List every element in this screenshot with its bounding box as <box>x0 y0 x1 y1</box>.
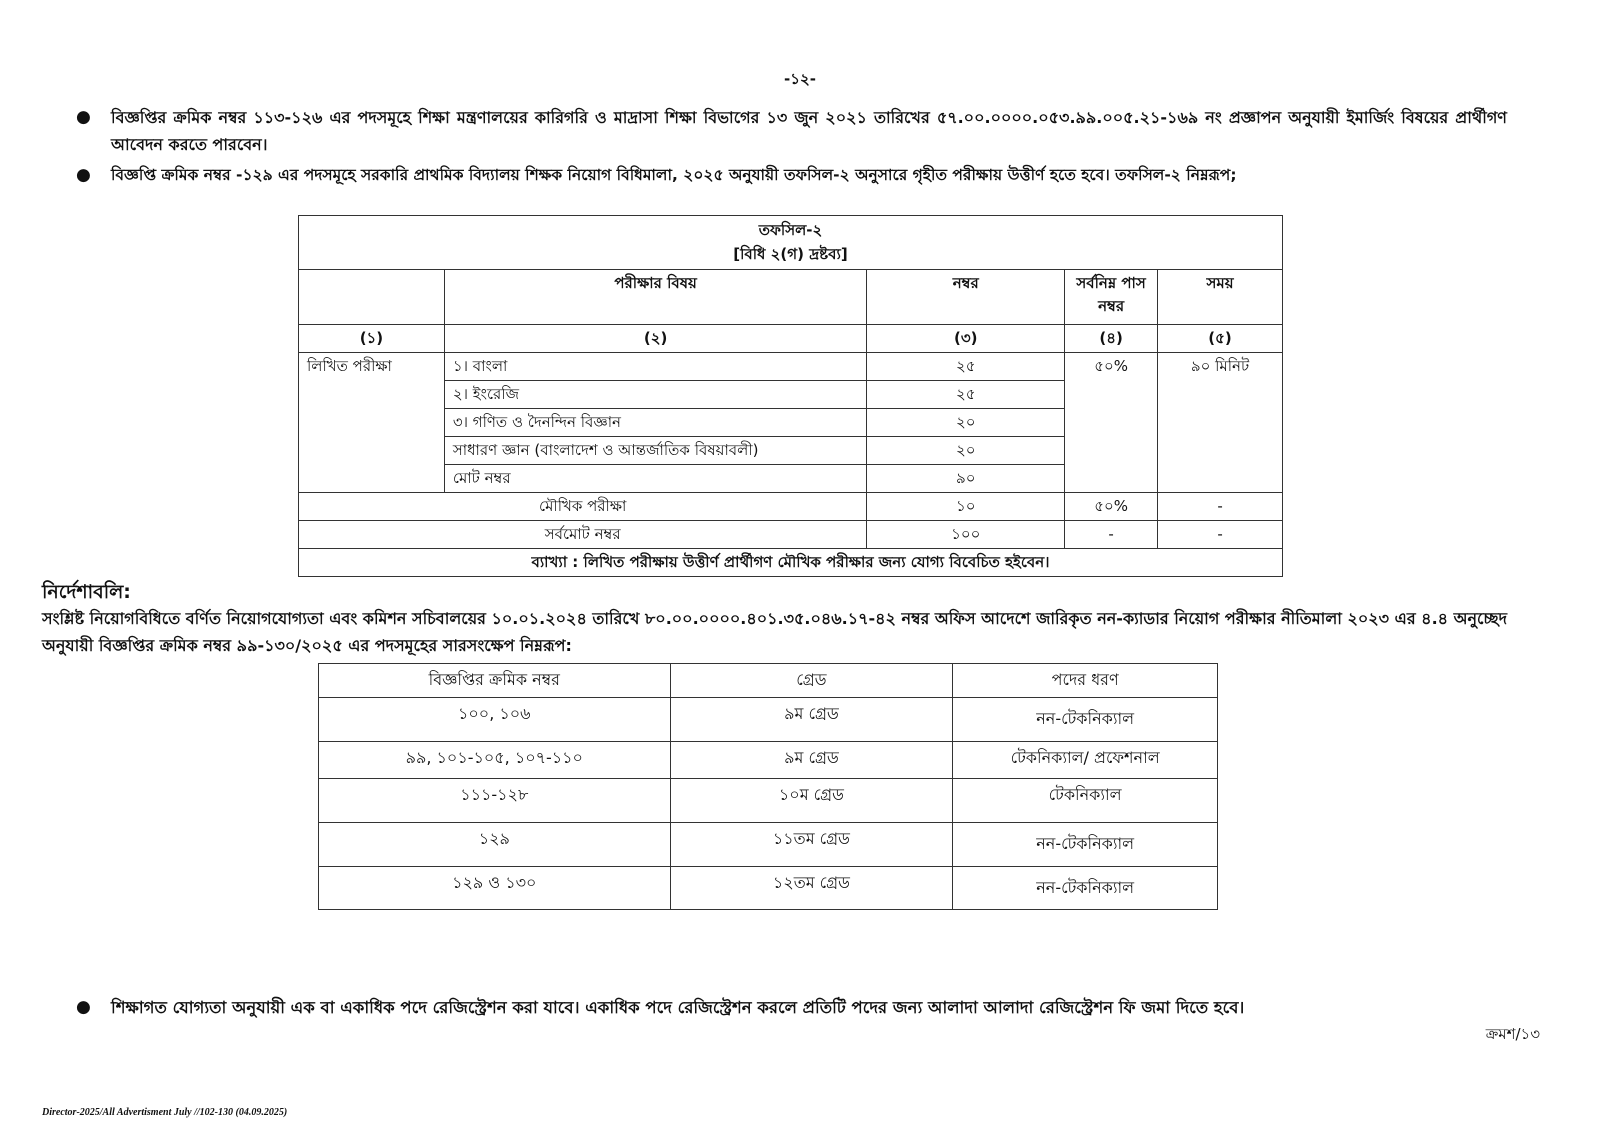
written-exam-label: লিখিত পরীক্ষা <box>299 353 445 493</box>
total-label: সর্বমোট নম্বর <box>299 521 867 549</box>
summary-header-cell: বিজ্ঞপ্তির ক্রমিক নম্বর <box>319 664 671 698</box>
summary-row <box>319 867 1218 910</box>
written-pass-marks: ৫০% <box>1065 353 1158 493</box>
schedule-header-cell: পরীক্ষার বিষয় <box>444 270 867 325</box>
column-number-cell: (৪) <box>1065 325 1158 353</box>
post-type: নন-টেকনিক্যাল <box>953 867 1218 910</box>
summary-row <box>319 823 1218 867</box>
summary-header-cell: গ্রেড <box>670 664 953 698</box>
subject-name: মোট নম্বর <box>444 465 867 493</box>
document-footer: Director-2025/All Advertisment July //102-130 (04.09.2025) <box>42 1107 288 1118</box>
grade: ১০ম গ্রেড <box>670 779 953 823</box>
grade: ৯ম গ্রেড <box>670 742 953 779</box>
written-exam-time: ৯০ মিনিট <box>1158 353 1283 493</box>
bullet-paragraph-2: বিজ্ঞপ্তি ক্রমিক নম্বর -১২৯ এর পদসমূহে সরকারি প্রাথমিক বিদ্যালয় শিক্ষক নিয়োগ বিধিমালা, ২০২৫ অনুযায়ী তফসিল-২ অনুসারে গৃহীত পরীক্ষায় উত্তীর্ণ হতে হবে। তফসিল-২ নিম্নরূপ; <box>111 166 1237 184</box>
column-number-cell: (২) <box>444 325 867 353</box>
column-number-cell: (১) <box>299 325 445 353</box>
total-row <box>299 521 1283 549</box>
post-summary-table <box>318 663 1218 910</box>
bullet-paragraph-3: শিক্ষাগত যোগ্যতা অনুযায়ী এক বা একাধিক পদে রেজিস্ট্রেশন করা যাবে। একাধিক পদে রেজিস্ট্রেশন করলে প্রতিটি পদের জন্য আলাদা আলাদা রেজিস্ট্রেশন ফি জমা দিতে হবে। <box>111 998 1245 1017</box>
bullet-icon: ● <box>76 107 91 127</box>
serial-numbers: ১০০, ১০৬ <box>319 698 671 742</box>
bullet-icon: ● <box>76 997 91 1017</box>
summary-row <box>319 779 1218 823</box>
schedule-header-row <box>299 270 1283 325</box>
grade: ১১তম গ্রেড <box>670 823 953 867</box>
subject-name: ২। ইংরেজি <box>444 381 867 409</box>
schedule-header-cell: সময় <box>1158 270 1283 325</box>
viva-marks: ১০ <box>867 493 1065 521</box>
subject-marks: ৯০ <box>867 465 1065 493</box>
subject-name: ১। বাংলা <box>444 353 867 381</box>
viva-row <box>299 493 1283 521</box>
column-number-cell: (৩) <box>867 325 1065 353</box>
subject-name: ৩। গণিত ও দৈনন্দিন বিজ্ঞান <box>444 409 867 437</box>
subject-row <box>299 353 1283 381</box>
serial-numbers: ১১১-১২৮ <box>319 779 671 823</box>
bullet-paragraph-1: বিজ্ঞপ্তির ক্রমিক নম্বর ১১৩-১২৬ এর পদসমূহে শিক্ষা মন্ত্রণালয়ের কারিগরি ও মাদ্রাসা শিক্ষা বিভাগের ১৩ জুন ২০২১ তারিখের ৫৭.০০.০০০০.০৫৩.৯৯.০০৫.২১-১৬৯ নং প্রজ্ঞাপন অনুযায়ী ইমার্জিং বিষয়ের প্রার্থীগণ আবেদন করতে পারবেন। <box>111 108 1507 154</box>
subject-marks: ২০ <box>867 437 1065 465</box>
bullet-icon: ● <box>76 165 91 185</box>
subject-marks: ২৫ <box>867 381 1065 409</box>
grade: ৯ম গ্রেড <box>670 698 953 742</box>
instructions-heading: নির্দেশাবলি: <box>42 581 131 603</box>
schedule-header-cell: নম্বর <box>867 270 1065 325</box>
summary-row <box>319 742 1218 779</box>
post-type: টেকনিক্যাল/ প্রফেশনাল <box>953 742 1218 779</box>
viva-pass-marks: ৫০% <box>1065 493 1158 521</box>
page-number: -১২- <box>784 70 816 88</box>
viva-time: - <box>1158 493 1283 521</box>
subject-marks: ২০ <box>867 409 1065 437</box>
schedule-title-row <box>299 216 1283 270</box>
subject-marks: ২৫ <box>867 353 1065 381</box>
schedule-column-number-row <box>299 325 1283 353</box>
note-row <box>299 549 1283 577</box>
summary-header-row <box>319 664 1218 698</box>
schedule-subtitle: [বিধি ২(গ) দ্রষ্টব্য] <box>733 245 848 263</box>
subject-name: সাধারণ জ্ঞান (বাংলাদেশ ও আন্তর্জাতিক বিষয়াবলী) <box>444 437 867 465</box>
schedule-2-table <box>298 215 1283 577</box>
viva-label: মৌখিক পরীক্ষা <box>299 493 867 521</box>
schedule-header-cell <box>299 270 445 325</box>
total-marks: ১০০ <box>867 521 1065 549</box>
serial-numbers: ১২৯ ও ১৩০ <box>319 867 671 910</box>
serial-numbers: ৯৯, ১০১-১০৫, ১০৭-১১০ <box>319 742 671 779</box>
schedule-title: তফসিল-২ <box>758 221 823 239</box>
instructions-text: সংশ্লিষ্ট নিয়োগবিধিতে বর্ণিত নিয়োগযোগ্যতা এবং কমিশন সচিবালয়ের ১০.০১.২০২৪ তারিখে ৮০.০০.০০০০.৪০১.৩৫.০৪৬.১৭-৪২ নম্বর অফিস আদেশে জারিকৃত নন-ক্যাডার নিয়োগ পরীক্ষার নীতিমালা ২০২৩ এর ৪.৪ অনুচ্ছেদ অনুযায়ী বিজ্ঞপ্তির ক্রমিক নম্বর ৯৯-১৩০/২০২৫ এর পদসমূহের সারসংক্ষেপ নিম্নরূপ: <box>42 609 1507 655</box>
column-number-cell: (৫) <box>1158 325 1283 353</box>
summary-row <box>319 698 1218 742</box>
schedule-header-cell: সর্বনিম্ন পাস নম্বর <box>1065 270 1158 325</box>
serial-numbers: ১২৯ <box>319 823 671 867</box>
total-pass-marks: - <box>1065 521 1158 549</box>
post-type: টেকনিক্যাল <box>953 779 1218 823</box>
grade: ১২তম গ্রেড <box>670 867 953 910</box>
summary-header-cell: পদের ধরণ <box>953 664 1218 698</box>
post-type: নন-টেকনিক্যাল <box>953 823 1218 867</box>
total-time: - <box>1158 521 1283 549</box>
post-type: নন-টেকনিক্যাল <box>953 698 1218 742</box>
continued-marker: ক্রমশ/১৩ <box>1485 1025 1540 1043</box>
schedule-note: ব্যাখ্যা : লিখিত পরীক্ষায় উত্তীর্ণ প্রার্থীগণ মৌখিক পরীক্ষার জন্য যোগ্য বিবেচিত হইবেন। <box>299 549 1283 577</box>
